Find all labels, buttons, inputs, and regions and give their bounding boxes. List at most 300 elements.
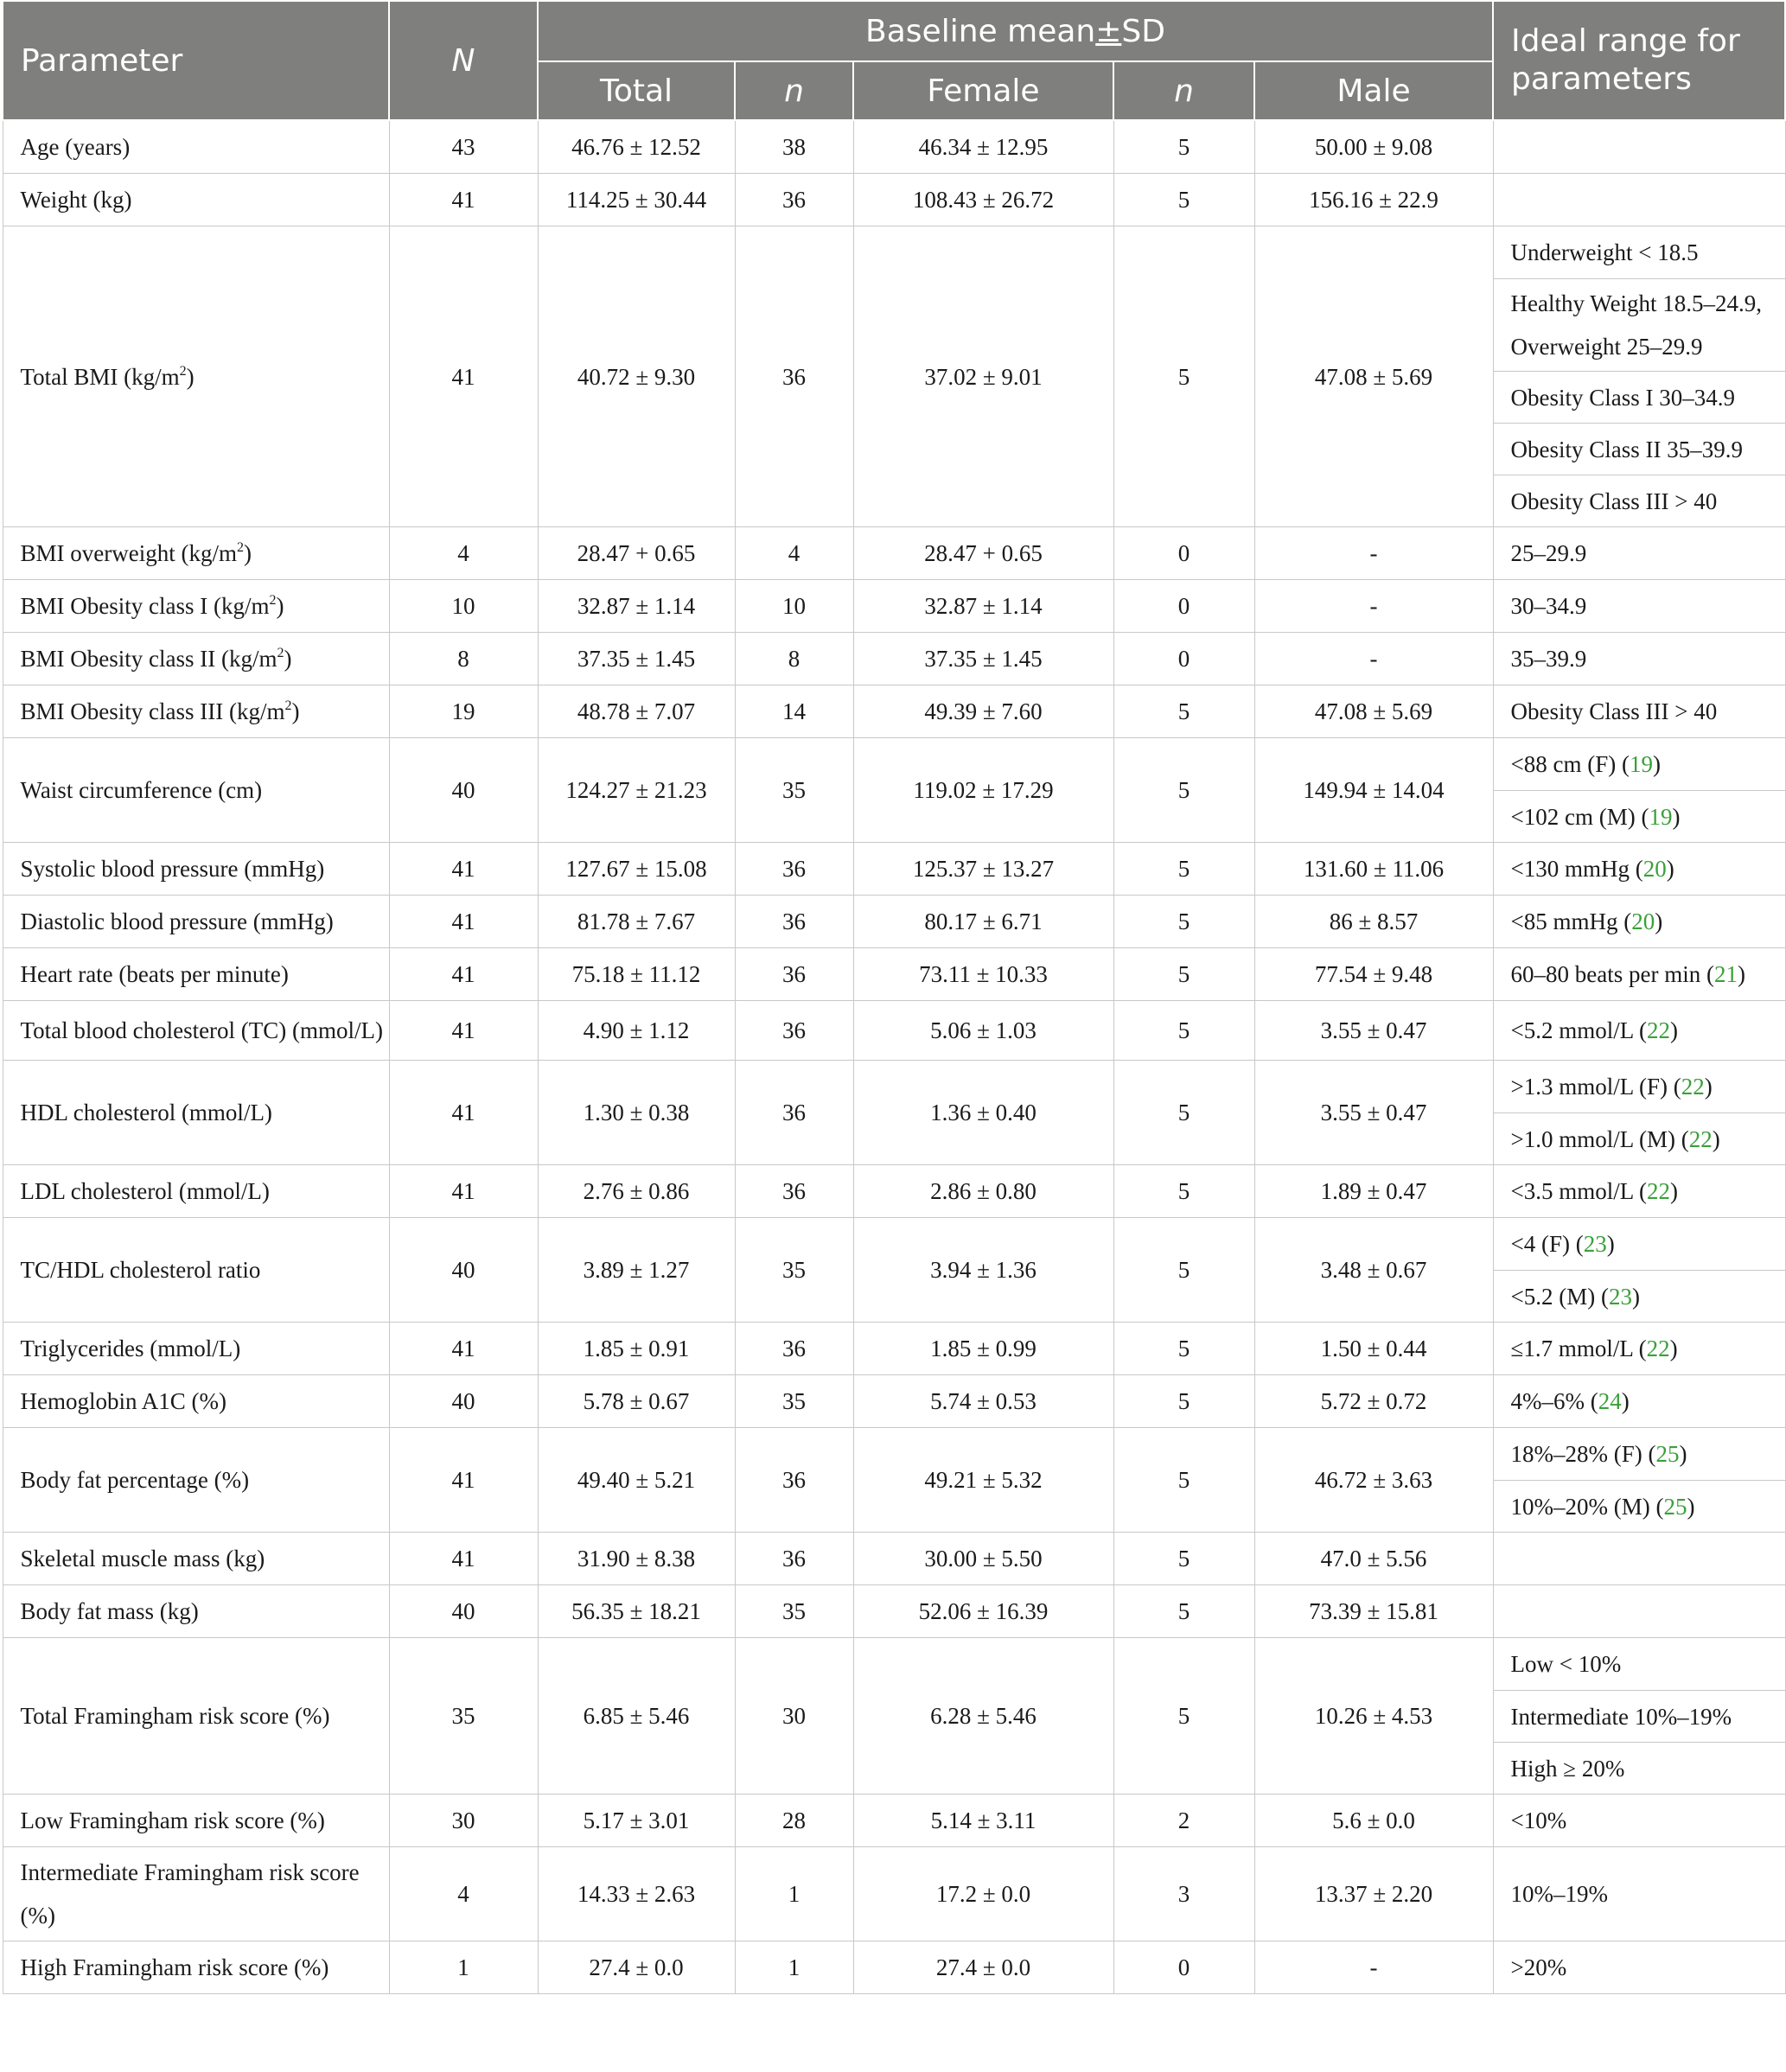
header-parameter: Parameter (3, 1, 389, 120)
ideal-text-end: ) (1679, 1441, 1687, 1467)
header-n-female: n (735, 61, 853, 120)
ideal-cell: <10% (1493, 1795, 1785, 1847)
female-cell: 27.4 ± 0.0 (853, 1941, 1113, 1994)
female-cell: 49.39 ± 7.60 (853, 685, 1113, 738)
superscript: 2 (277, 645, 284, 660)
ideal-cell: Obesity Class I 30–34.9 (1493, 372, 1785, 424)
ideal-text: 4%–6% ( (1510, 1388, 1598, 1414)
N-cell: 40 (389, 1218, 538, 1323)
ideal-cell (1493, 843, 1785, 896)
reference-link[interactable]: 23 (1583, 1231, 1607, 1257)
n-female-cell: 35 (735, 738, 853, 843)
n-female-cell: 36 (735, 174, 853, 226)
table-row (3, 1061, 1785, 1113)
param-cell: Systolic blood pressure (mmHg) (3, 843, 389, 896)
param-cell: Skeletal muscle mass (kg) (3, 1533, 389, 1585)
total-cell: 49.40 ± 5.21 (538, 1428, 735, 1533)
param-text: BMI overweight (kg/m (20, 540, 237, 566)
total-cell: 3.89 ± 1.27 (538, 1218, 735, 1323)
ideal-text: <130 mmHg ( (1510, 856, 1643, 882)
male-cell: 3.48 ± 0.67 (1254, 1218, 1493, 1323)
N-cell: 4 (389, 527, 538, 580)
header-male: Male (1254, 61, 1493, 120)
total-cell: 31.90 ± 8.38 (538, 1533, 735, 1585)
ideal-cell (1493, 1375, 1785, 1428)
ideal-text: <5.2 (M) ( (1510, 1283, 1609, 1310)
header-total: Total (538, 61, 735, 120)
n-female-cell: 1 (735, 1847, 853, 1941)
ideal-cell (1493, 1113, 1785, 1165)
ideal-cell (1493, 1001, 1785, 1061)
ideal-text-end: ) (1655, 908, 1663, 934)
table-row (3, 738, 1785, 791)
total-cell: 2.76 ± 0.86 (538, 1165, 735, 1218)
ideal-text: <88 cm (F) ( (1510, 751, 1630, 777)
header-ideal: Ideal range for parameters (1493, 1, 1785, 120)
female-cell: 1.36 ± 0.40 (853, 1061, 1113, 1165)
n-female-cell: 14 (735, 685, 853, 738)
param-cell: Total blood cholesterol (TC) (mmol/L) (3, 1001, 389, 1061)
n-female-cell: 36 (735, 226, 853, 527)
ideal-cell (1493, 1481, 1785, 1533)
param-text-end: ) (186, 363, 195, 390)
param-cell: HDL cholesterol (mmol/L) (3, 1061, 389, 1165)
total-cell: 6.85 ± 5.46 (538, 1638, 735, 1795)
N-cell: 41 (389, 1061, 538, 1165)
female-cell: 108.43 ± 26.72 (853, 174, 1113, 226)
ideal-cell: Underweight < 18.5 (1493, 226, 1785, 279)
ideal-text: 10%–20% (M) ( (1510, 1493, 1664, 1520)
table-row (3, 1218, 1785, 1271)
n-male-cell: 5 (1113, 1323, 1254, 1375)
N-cell: 41 (389, 843, 538, 896)
female-cell: 125.37 ± 13.27 (853, 843, 1113, 896)
total-cell: 5.78 ± 0.67 (538, 1375, 735, 1428)
male-cell: 1.50 ± 0.44 (1254, 1323, 1493, 1375)
table-row (3, 580, 1785, 633)
n-female-cell: 36 (735, 1165, 853, 1218)
table-row (3, 843, 1785, 896)
ideal-cell (1493, 791, 1785, 843)
table-row (3, 1585, 1785, 1638)
ideal-cell: 30–34.9 (1493, 580, 1785, 633)
male-cell: - (1254, 527, 1493, 580)
n-male-cell: 5 (1113, 1001, 1254, 1061)
ideal-text: >1.3 mmol/L (F) ( (1510, 1074, 1681, 1100)
ideal-cell (1493, 896, 1785, 948)
total-cell: 4.90 ± 1.12 (538, 1001, 735, 1061)
male-cell: 46.72 ± 3.63 (1254, 1428, 1493, 1533)
ideal-text: >1.0 mmol/L (M) ( (1510, 1125, 1689, 1152)
male-cell: 86 ± 8.57 (1254, 896, 1493, 948)
male-cell: 3.55 ± 0.47 (1254, 1001, 1493, 1061)
n-male-cell: 5 (1113, 174, 1254, 226)
table-row (3, 1001, 1785, 1061)
ideal-cell (1493, 738, 1785, 791)
param-text: BMI Obesity class II (kg/m (20, 646, 277, 672)
male-cell: - (1254, 580, 1493, 633)
n-female-cell: 38 (735, 120, 853, 174)
param-cell: Age (years) (3, 120, 389, 174)
param-text-end: ) (243, 540, 252, 566)
N-cell: 35 (389, 1638, 538, 1795)
ideal-text-end: ) (1652, 751, 1661, 777)
reference-link[interactable]: 22 (1646, 1336, 1670, 1361)
male-cell: 5.6 ± 0.0 (1254, 1795, 1493, 1847)
female-cell: 17.2 ± 0.0 (853, 1847, 1113, 1941)
male-cell: 10.26 ± 4.53 (1254, 1638, 1493, 1795)
n-male-cell: 5 (1113, 1585, 1254, 1638)
ideal-cell (1493, 1585, 1785, 1638)
N-cell: 41 (389, 1165, 538, 1218)
n-male-cell: 3 (1113, 1847, 1254, 1941)
total-cell: 81.78 ± 7.67 (538, 896, 735, 948)
female-cell: 6.28 ± 5.46 (853, 1638, 1113, 1795)
N-cell: 30 (389, 1795, 538, 1847)
ideal-cell (1493, 1533, 1785, 1585)
baseline-table (2, 0, 1786, 1994)
ideal-text-end: ) (1669, 1178, 1678, 1204)
header-baseline-label: Baseline mean (865, 13, 1096, 49)
N-cell: 41 (389, 896, 538, 948)
n-male-cell: 2 (1113, 1795, 1254, 1847)
n-male-cell: 5 (1113, 948, 1254, 1001)
n-male-cell: 5 (1113, 120, 1254, 174)
table-row (3, 633, 1785, 685)
n-male-cell: 5 (1113, 685, 1254, 738)
reference-link[interactable]: 22 (1646, 1178, 1670, 1204)
ideal-cell (1493, 1061, 1785, 1113)
table-row (3, 1375, 1785, 1428)
param-cell: Total Framingham risk score (%) (3, 1638, 389, 1795)
superscript: 2 (284, 698, 292, 713)
n-female-cell: 8 (735, 633, 853, 685)
N-cell: 10 (389, 580, 538, 633)
param-text-end: ) (291, 698, 300, 724)
ideal-text: <4 (F) ( (1510, 1231, 1584, 1257)
ideal-text-end: ) (1606, 1231, 1615, 1257)
header-baseline (538, 1, 1493, 61)
ideal-text: <5.2 mmol/L ( (1510, 1017, 1647, 1043)
ideal-cell (1493, 1165, 1785, 1218)
N-cell: 40 (389, 1375, 538, 1428)
superscript: 2 (236, 539, 244, 555)
n-male-cell: 5 (1113, 1375, 1254, 1428)
reference-link[interactable]: 21 (1713, 961, 1738, 987)
reference-link[interactable]: 25 (1663, 1493, 1687, 1520)
ideal-cell (1493, 948, 1785, 1001)
N-cell: 40 (389, 738, 538, 843)
total-cell: 27.4 ± 0.0 (538, 1941, 735, 1994)
n-male-cell: 0 (1113, 527, 1254, 580)
female-cell: 46.34 ± 12.95 (853, 120, 1113, 174)
table-row (3, 120, 1785, 174)
N-cell: 40 (389, 1585, 538, 1638)
param-cell: Body fat mass (kg) (3, 1585, 389, 1638)
ideal-text-end: ) (1672, 803, 1681, 830)
male-cell: 47.08 ± 5.69 (1254, 226, 1493, 527)
ideal-text-end: ) (1666, 856, 1674, 882)
reference-link[interactable]: 25 (1655, 1441, 1680, 1467)
N-cell: 41 (389, 1428, 538, 1533)
N-cell: 41 (389, 1323, 538, 1375)
N-cell: 4 (389, 1847, 538, 1941)
header-baseline-sd: SD (1121, 13, 1165, 49)
ideal-text: 18%–28% (F) ( (1510, 1441, 1656, 1467)
n-female-cell: 4 (735, 527, 853, 580)
param-cell: Weight (kg) (3, 174, 389, 226)
female-cell: 37.35 ± 1.45 (853, 633, 1113, 685)
total-cell: 40.72 ± 9.30 (538, 226, 735, 527)
female-cell: 73.11 ± 10.33 (853, 948, 1113, 1001)
param-cell: Low Framingham risk score (%) (3, 1795, 389, 1847)
male-cell: - (1254, 633, 1493, 685)
table-row (3, 226, 1785, 279)
total-cell: 37.35 ± 1.45 (538, 633, 735, 685)
param-cell (3, 580, 389, 633)
n-female-cell: 36 (735, 948, 853, 1001)
n-male-cell: 5 (1113, 1165, 1254, 1218)
param-text-end: ) (284, 646, 292, 672)
param-cell: Intermediate Framingham risk score (%) (3, 1847, 389, 1941)
N-cell: 41 (389, 948, 538, 1001)
ideal-text-end: ) (1687, 1493, 1695, 1520)
ideal-text: <85 mmHg ( (1510, 908, 1632, 934)
param-cell: High Framingham risk score (%) (3, 1941, 389, 1994)
table-row (3, 174, 1785, 226)
table-row (3, 527, 1785, 580)
male-cell: 131.60 ± 11.06 (1254, 843, 1493, 896)
n-female-cell: 35 (735, 1218, 853, 1323)
male-cell: 3.55 ± 0.47 (1254, 1061, 1493, 1165)
param-cell: Waist circumference (cm) (3, 738, 389, 843)
n-female-cell: 10 (735, 580, 853, 633)
total-cell: 1.30 ± 0.38 (538, 1061, 735, 1165)
male-cell: 13.37 ± 2.20 (1254, 1847, 1493, 1941)
female-cell: 2.86 ± 0.80 (853, 1165, 1113, 1218)
male-cell: 1.89 ± 0.47 (1254, 1165, 1493, 1218)
ideal-cell: Obesity Class II 35–39.9 (1493, 424, 1785, 475)
reference-link[interactable]: 22 (1681, 1074, 1705, 1100)
N-cell: 1 (389, 1941, 538, 1994)
n-female-cell: 36 (735, 1428, 853, 1533)
n-male-cell: 5 (1113, 1533, 1254, 1585)
n-female-cell: 36 (735, 1061, 853, 1165)
reference-link[interactable]: 23 (1608, 1283, 1632, 1310)
female-cell: 5.14 ± 3.11 (853, 1795, 1113, 1847)
n-female-cell: 35 (735, 1375, 853, 1428)
male-cell: 47.0 ± 5.56 (1254, 1533, 1493, 1585)
total-cell: 14.33 ± 2.63 (538, 1847, 735, 1941)
ideal-text-end: ) (1712, 1125, 1720, 1152)
param-text-end: ) (276, 593, 284, 619)
male-cell: 149.94 ± 14.04 (1254, 738, 1493, 843)
table-row (3, 1638, 1785, 1691)
reference-link[interactable]: 22 (1646, 1017, 1670, 1043)
param-cell: Triglycerides (mmol/L) (3, 1323, 389, 1375)
ideal-cell (1493, 120, 1785, 174)
female-cell: 119.02 ± 17.29 (853, 738, 1113, 843)
ideal-cell: Healthy Weight 18.5–24.9, Overweight 25–29.9 (1493, 279, 1785, 372)
table-row (3, 1847, 1785, 1941)
ideal-text: 60–80 beats per min ( (1510, 961, 1714, 987)
ideal-cell: 10%–19% (1493, 1847, 1785, 1941)
table-row (3, 1795, 1785, 1847)
reference-link[interactable]: 19 (1649, 803, 1673, 830)
total-cell: 28.47 + 0.65 (538, 527, 735, 580)
female-cell: 52.06 ± 16.39 (853, 1585, 1113, 1638)
ideal-cell: >20% (1493, 1941, 1785, 1994)
n-male-cell: 5 (1113, 226, 1254, 527)
female-cell: 80.17 ± 6.71 (853, 896, 1113, 948)
ideal-cell: 35–39.9 (1493, 633, 1785, 685)
total-cell: 114.25 ± 30.44 (538, 174, 735, 226)
n-female-cell: 36 (735, 1001, 853, 1061)
ideal-cell (1493, 1218, 1785, 1271)
N-cell: 41 (389, 174, 538, 226)
ideal-cell: Intermediate 10%–19% (1493, 1691, 1785, 1743)
ideal-text-end: ) (1669, 1336, 1678, 1361)
female-cell: 28.47 + 0.65 (853, 527, 1113, 580)
table-row (3, 685, 1785, 738)
N-cell: 43 (389, 120, 538, 174)
reference-link[interactable]: 24 (1598, 1388, 1622, 1414)
param-cell: Hemoglobin A1C (%) (3, 1375, 389, 1428)
female-cell: 30.00 ± 5.50 (853, 1533, 1113, 1585)
ideal-text-end: ) (1704, 1074, 1713, 1100)
female-cell: 3.94 ± 1.36 (853, 1218, 1113, 1323)
total-cell: 5.17 ± 3.01 (538, 1795, 735, 1847)
ideal-text-end: ) (1669, 1017, 1678, 1043)
total-cell: 124.27 ± 21.23 (538, 738, 735, 843)
n-male-cell: 0 (1113, 580, 1254, 633)
total-cell: 1.85 ± 0.91 (538, 1323, 735, 1375)
male-cell: 50.00 ± 9.08 (1254, 120, 1493, 174)
superscript: 2 (179, 363, 187, 379)
total-cell: 75.18 ± 11.12 (538, 948, 735, 1001)
female-cell: 1.85 ± 0.99 (853, 1323, 1113, 1375)
ideal-cell (1493, 1271, 1785, 1323)
param-cell: Body fat percentage (%) (3, 1428, 389, 1533)
n-male-cell: 5 (1113, 1428, 1254, 1533)
ideal-text: <102 cm (M) ( (1510, 803, 1649, 830)
n-female-cell: 28 (735, 1795, 853, 1847)
n-male-cell: 5 (1113, 843, 1254, 896)
table-row (3, 1428, 1785, 1481)
param-cell: TC/HDL cholesterol ratio (3, 1218, 389, 1323)
param-cell: Heart rate (beats per minute) (3, 948, 389, 1001)
total-cell: 46.76 ± 12.52 (538, 120, 735, 174)
n-female-cell: 30 (735, 1638, 853, 1795)
n-male-cell: 5 (1113, 896, 1254, 948)
ideal-cell: Low < 10% (1493, 1638, 1785, 1691)
n-female-cell: 1 (735, 1941, 853, 1994)
ideal-text-end: ) (1631, 1283, 1640, 1310)
reference-link[interactable]: 20 (1631, 908, 1655, 934)
table-row (3, 1533, 1785, 1585)
header-baseline-pm: ± (1095, 13, 1122, 49)
param-text: Total BMI (kg/m (20, 363, 180, 390)
table-row (3, 1323, 1785, 1375)
superscript: 2 (269, 592, 277, 608)
ideal-cell (1493, 1428, 1785, 1481)
n-female-cell: 36 (735, 1323, 853, 1375)
n-male-cell: 0 (1113, 1941, 1254, 1994)
total-cell: 127.67 ± 15.08 (538, 843, 735, 896)
param-text: BMI Obesity class III (kg/m (20, 698, 285, 724)
reference-link[interactable]: 22 (1688, 1125, 1713, 1152)
ideal-cell (1493, 1323, 1785, 1375)
n-female-cell: 36 (735, 843, 853, 896)
table-row (3, 1165, 1785, 1218)
n-male-cell: 5 (1113, 1061, 1254, 1165)
n-male-cell: 5 (1113, 738, 1254, 843)
total-cell: 48.78 ± 7.07 (538, 685, 735, 738)
param-text: BMI Obesity class I (kg/m (20, 593, 270, 619)
n-female-cell: 36 (735, 1533, 853, 1585)
param-cell (3, 633, 389, 685)
reference-link[interactable]: 19 (1629, 751, 1653, 777)
table-header (3, 1, 1785, 120)
female-cell: 5.74 ± 0.53 (853, 1375, 1113, 1428)
total-cell: 56.35 ± 18.21 (538, 1585, 735, 1638)
param-cell: Diastolic blood pressure (mmHg) (3, 896, 389, 948)
N-cell: 8 (389, 633, 538, 685)
N-cell: 41 (389, 1533, 538, 1585)
ideal-cell: Obesity Class III > 40 (1493, 475, 1785, 527)
female-cell: 49.21 ± 5.32 (853, 1428, 1113, 1533)
param-cell (3, 685, 389, 738)
female-cell: 32.87 ± 1.14 (853, 580, 1113, 633)
table-row (3, 948, 1785, 1001)
ideal-text-end: ) (1737, 961, 1745, 987)
ideal-cell: High ≥ 20% (1493, 1743, 1785, 1795)
n-male-cell: 5 (1113, 1638, 1254, 1795)
n-male-cell: 5 (1113, 1218, 1254, 1323)
female-cell: 37.02 ± 9.01 (853, 226, 1113, 527)
total-cell: 32.87 ± 1.14 (538, 580, 735, 633)
n-female-cell: 35 (735, 1585, 853, 1638)
male-cell: 47.08 ± 5.69 (1254, 685, 1493, 738)
male-cell: 77.54 ± 9.48 (1254, 948, 1493, 1001)
table-row (3, 1941, 1785, 1994)
table-body (3, 120, 1785, 1994)
N-cell: 41 (389, 226, 538, 527)
female-cell: 5.06 ± 1.03 (853, 1001, 1113, 1061)
ideal-text-end: ) (1621, 1388, 1630, 1414)
N-cell: 41 (389, 1001, 538, 1061)
param-cell (3, 226, 389, 527)
ideal-text: <3.5 mmol/L ( (1510, 1178, 1647, 1204)
header-n-male: n (1113, 61, 1254, 120)
N-cell: 19 (389, 685, 538, 738)
header-female: Female (853, 61, 1113, 120)
male-cell: 156.16 ± 22.9 (1254, 174, 1493, 226)
ideal-text: ≤1.7 mmol/L ( (1510, 1336, 1647, 1361)
param-cell (3, 527, 389, 580)
n-male-cell: 0 (1113, 633, 1254, 685)
ideal-cell: 25–29.9 (1493, 527, 1785, 580)
male-cell: 5.72 ± 0.72 (1254, 1375, 1493, 1428)
male-cell: - (1254, 1941, 1493, 1994)
ideal-cell: Obesity Class III > 40 (1493, 685, 1785, 738)
table-row (3, 896, 1785, 948)
param-cell: LDL cholesterol (mmol/L) (3, 1165, 389, 1218)
ideal-cell (1493, 174, 1785, 226)
reference-link[interactable]: 20 (1642, 856, 1667, 882)
n-female-cell: 36 (735, 896, 853, 948)
male-cell: 73.39 ± 15.81 (1254, 1585, 1493, 1638)
